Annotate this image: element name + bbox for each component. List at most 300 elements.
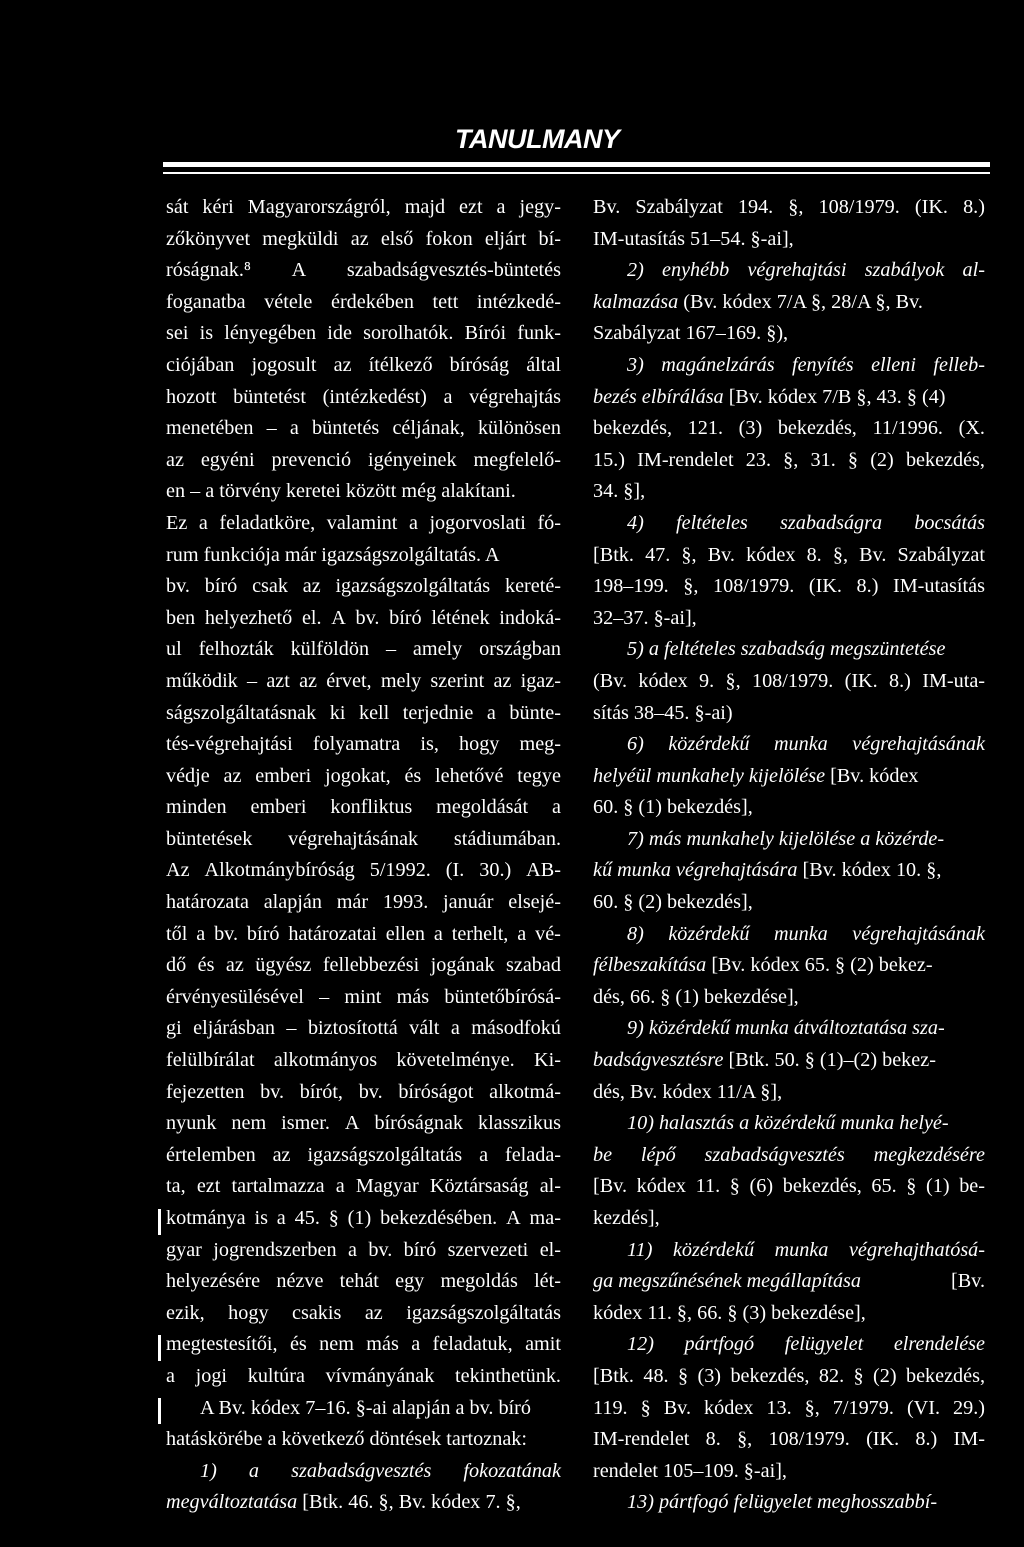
margin-change-bar: [158, 1335, 161, 1361]
list-item-title: 5) a feltételes szabadság megszüntetése: [627, 638, 946, 661]
word: (6): [749, 1175, 774, 1198]
word: pártfogó: [684, 1333, 755, 1356]
word: §: [847, 448, 859, 471]
text-line: [166, 1140, 561, 1172]
text-line: kezdés],: [593, 1207, 660, 1229]
word: kéri: [202, 196, 234, 218]
word: ma-: [529, 1207, 561, 1229]
word: a: [496, 196, 506, 218]
word: §: [729, 1175, 740, 1198]
word: másodfokú: [471, 1017, 561, 1040]
text-line: [166, 761, 561, 793]
word: dő: [166, 954, 187, 977]
word: az: [493, 669, 512, 692]
word: 108/1979.: [713, 575, 795, 598]
text-line: 60. § (2) bekezdés],: [593, 891, 753, 914]
text-line: ga megszűnésének megállapítása [Bv.: [593, 1266, 985, 1298]
text-line: [166, 855, 561, 887]
text-line: dés, 66. § (1) bekezdése],: [593, 985, 799, 1008]
word: §,: [725, 669, 741, 692]
text-line: 34. §],: [593, 480, 646, 503]
word: vált: [409, 1017, 440, 1040]
word: Ki-: [534, 1049, 561, 1072]
word: zőkönyvet: [166, 227, 251, 250]
word: IM-rendelet: [637, 448, 734, 471]
word: 1993.: [382, 891, 429, 914]
text-line: [593, 1171, 985, 1203]
text-line: [593, 1329, 985, 1361]
word: a: [433, 922, 443, 945]
text-line: megváltoztatása [Btk. 46. §, Bv. kódex 7. §,: [166, 1491, 521, 1514]
word: szervezeti: [447, 1238, 529, 1261]
word: lényegében: [224, 322, 317, 345]
word: §,: [737, 1428, 753, 1451]
list-item-title: félbeszakítása: [593, 954, 707, 977]
word: sorolhatók.: [363, 322, 454, 345]
word: végrehajtás: [469, 385, 561, 408]
text-line: [166, 634, 561, 666]
text-line: [593, 192, 985, 224]
word: emberi: [250, 796, 307, 819]
word: által: [526, 353, 561, 376]
list-item-title: 10) halasztás a közérdekű munka helyé-: [627, 1112, 949, 1135]
word: 9.: [699, 669, 715, 692]
word: is: [254, 1207, 268, 1229]
word: jogi: [195, 1364, 228, 1387]
text-line: [166, 919, 561, 951]
word: 121.: [687, 417, 723, 440]
text-line: [166, 1108, 561, 1140]
word: bíró: [389, 606, 422, 629]
text-line: dés, Bv. kódex 11/A §],: [593, 1080, 783, 1103]
word: foganatba: [166, 290, 246, 313]
word: Magyarországról,: [247, 196, 391, 218]
word: fokozatának: [463, 1459, 561, 1482]
word: helyezésére: [166, 1270, 261, 1293]
word: végrehajthatósá-: [848, 1238, 985, 1261]
word: ügyész: [255, 954, 312, 977]
right-column: [593, 192, 985, 1519]
list-item-title: 13) pártfogó felügyelet meghosszabbí-: [627, 1491, 938, 1514]
word: a: [450, 1017, 460, 1040]
word: (X.: [958, 417, 985, 440]
word: munka: [774, 1238, 829, 1261]
word: (intézkedést): [322, 385, 427, 408]
word: védje: [166, 764, 210, 787]
word: kódex: [638, 669, 688, 692]
word: igazságszolgáltatás: [406, 1301, 561, 1324]
word: §,: [832, 543, 848, 566]
word: bekezdés,: [782, 1175, 862, 1198]
word: a: [196, 922, 206, 945]
text-line: [166, 1329, 561, 1361]
word: igaz-: [520, 669, 561, 692]
word: amit: [525, 1333, 561, 1356]
word: Bv.: [707, 543, 735, 566]
word: –: [319, 985, 330, 1008]
text-line: [166, 1045, 561, 1077]
word: (3): [738, 417, 763, 440]
word: 8.: [806, 543, 822, 566]
word: től: [166, 922, 188, 945]
word: (I.: [445, 859, 465, 882]
text-line: [166, 1013, 561, 1045]
word: nem: [319, 1333, 354, 1356]
text-line: [166, 413, 561, 445]
word: érvényesülésével: [166, 985, 304, 1008]
word: kell: [358, 701, 390, 724]
text-line: [593, 350, 985, 382]
word: Szabályzat: [897, 543, 985, 566]
word: ta,: [166, 1175, 186, 1198]
word: sát: [166, 196, 189, 218]
text-line: [166, 1361, 561, 1393]
word: a: [408, 511, 418, 534]
text-line: rum funkciója már igazságszolgáltatás. A: [166, 543, 500, 566]
word: §: [853, 1364, 864, 1387]
word: mely: [380, 669, 422, 692]
word: szabadságvesztés: [291, 1459, 432, 1482]
text-line: [166, 950, 561, 982]
word: bekezdés,: [593, 417, 673, 440]
word: létének: [431, 606, 490, 629]
word: el-: [539, 1238, 561, 1261]
word: munka: [773, 733, 828, 756]
word: bünte-: [509, 701, 561, 724]
word: 119.: [593, 1396, 628, 1419]
word: bíróság: [449, 353, 510, 376]
word: bekezdés,: [730, 1364, 810, 1387]
word: bekezdés,: [905, 448, 985, 471]
word: kódex: [704, 1396, 754, 1419]
word: 13.: [766, 1396, 792, 1419]
word: helyezhető: [204, 606, 293, 629]
word: valamint: [326, 511, 398, 534]
word: a: [411, 1333, 421, 1356]
word: a: [486, 701, 496, 724]
word: nyunk: [166, 1112, 217, 1135]
margin-change-bar: [158, 1398, 161, 1424]
word: elrendelése: [893, 1333, 985, 1356]
word: bv.: [355, 606, 380, 629]
word: terjednie: [402, 701, 474, 724]
word: [Btk.: [593, 1364, 634, 1387]
text-line: [593, 666, 985, 698]
word: bíróságot: [398, 1080, 474, 1103]
word: fellebbezési: [322, 954, 420, 977]
word: szerint: [430, 669, 485, 692]
word: al-: [962, 259, 985, 282]
word: §: [677, 1364, 689, 1387]
word: eljárásban: [193, 1017, 275, 1040]
word: az: [223, 764, 242, 787]
text-line: [593, 1393, 985, 1425]
word: 4): [627, 511, 644, 534]
word: 8): [627, 922, 644, 945]
word: végrehajtásának: [852, 733, 985, 756]
word: más: [396, 985, 430, 1008]
word: alkotmá-: [489, 1080, 561, 1103]
word: biztosítottá: [307, 1017, 398, 1040]
word: büntetések: [166, 827, 253, 850]
word: jegy-: [519, 196, 561, 218]
word: [Bv.: [593, 1175, 628, 1198]
word: ul: [166, 638, 182, 661]
word: igényeinek: [368, 448, 457, 471]
word: jogának: [430, 954, 495, 977]
text-line: [166, 1203, 561, 1235]
text-line: [593, 255, 985, 287]
word: működik: [166, 669, 238, 692]
word: lehetővé: [435, 764, 504, 787]
word: 65.: [871, 1175, 897, 1198]
word: hozott: [166, 385, 217, 408]
word: lét-: [534, 1270, 561, 1293]
text-line: bezés elbírálása [Bv. kódex 7/B §, 43. § (4): [593, 385, 946, 408]
word: a: [479, 1143, 489, 1166]
word: magánelzárás: [661, 353, 775, 376]
word: céljának,: [392, 417, 465, 440]
word: 30.): [479, 859, 512, 882]
word: 31.: [810, 448, 836, 471]
text-line: [166, 255, 561, 287]
word: tartalmazza: [231, 1175, 325, 1198]
word: Alkotmánybíróság: [204, 859, 355, 882]
word: ezt: [459, 196, 483, 218]
word: 198–199.: [593, 575, 669, 598]
text-line: [593, 1361, 985, 1393]
word: 12): [627, 1333, 654, 1356]
word: 194.: [737, 196, 774, 218]
word: 8.): [915, 1428, 938, 1451]
word: vívmányának: [325, 1364, 435, 1387]
word: bv.: [166, 575, 190, 598]
word: prevenció: [271, 448, 352, 471]
text-line: 60. § (1) bekezdés],: [593, 796, 753, 819]
word: IM-utasítás: [893, 575, 985, 598]
word: bocsátás: [914, 511, 985, 534]
text-line: IM-utasítás 51–54. §-ai],: [593, 227, 794, 250]
word: érvet,: [326, 669, 372, 692]
text-line: kalmazása (Bv. kódex 7/A §, 28/A §, Bv.: [593, 290, 923, 313]
text-line: en – a törvény keretei között még alakítani.: [166, 480, 516, 503]
word: (2): [873, 1364, 897, 1387]
word: §: [906, 1175, 917, 1198]
word: is: [199, 322, 214, 345]
text-line: [166, 318, 561, 350]
list-item-title: ga megszűnésének megállapítása: [593, 1270, 861, 1293]
word: A: [331, 606, 346, 629]
word: munka: [773, 922, 828, 945]
word: Ez: [166, 511, 188, 534]
word: 82.: [818, 1364, 845, 1387]
word: gi: [166, 1017, 182, 1040]
word: már: [336, 891, 369, 914]
word: bekezdés,: [777, 417, 857, 440]
word: követelménye.: [396, 1049, 515, 1072]
word: bv.: [214, 922, 238, 945]
word: 6): [627, 733, 644, 756]
word: 8.): [889, 669, 911, 692]
word: (Bv.: [593, 669, 628, 692]
text-line: badságvesztésre [Btk. 50. § (1)–(2) bekez-: [593, 1049, 936, 1072]
word: majd: [404, 196, 446, 218]
text-line: helyéül munkahely kijelölése [Bv. kódex: [593, 764, 919, 787]
word: vétele: [264, 290, 313, 313]
text-line: [166, 508, 561, 540]
word: kódex: [746, 543, 796, 566]
word: is,: [420, 733, 439, 756]
word: bíró: [204, 575, 238, 598]
word: be: [593, 1143, 613, 1166]
word: egy: [395, 1270, 425, 1293]
word: ítélkező: [368, 353, 433, 376]
word: funk-: [517, 322, 561, 345]
word: A: [344, 1112, 360, 1135]
word: 15.): [593, 448, 625, 471]
text-line: [593, 508, 985, 540]
word: intézkedé-: [476, 290, 561, 313]
word: enyhébb: [662, 259, 730, 282]
word: kódex: [636, 1175, 687, 1198]
word: a: [276, 1207, 286, 1229]
word: országban: [479, 638, 561, 661]
word: jogosult: [251, 353, 317, 376]
word: emberi: [255, 764, 312, 787]
word: 29.): [953, 1396, 985, 1419]
text-line: [166, 571, 561, 603]
word: 48.: [643, 1364, 669, 1387]
text-line: [593, 445, 985, 477]
list-item-title: 9) közérdekű munka átváltoztatása sza-: [627, 1017, 945, 1040]
text-line: [166, 792, 561, 824]
word: §,: [681, 543, 697, 566]
word: minden: [166, 796, 227, 819]
word: IM-uta-: [922, 669, 985, 692]
list-item-title: megváltoztatása: [166, 1491, 298, 1514]
word: az: [166, 448, 184, 471]
text-line: félbeszakítása [Bv. kódex 65. § (2) bekez-: [593, 954, 933, 977]
word: 11.: [695, 1175, 721, 1198]
text-line: [166, 382, 561, 414]
word: határozatai: [288, 922, 377, 945]
text-line: [166, 445, 561, 477]
word: stádiumában.: [453, 827, 561, 850]
word: fenyítés: [791, 353, 854, 376]
word: konfliktus: [330, 796, 413, 819]
word: csakis: [292, 1301, 342, 1324]
word: azt: [266, 669, 290, 692]
word: Szabályzat: [635, 196, 723, 218]
text-line: [166, 1077, 561, 1109]
word: eljárt: [484, 227, 527, 250]
word: alapján: [263, 891, 322, 914]
word: –: [286, 1017, 297, 1040]
header-rule-thin: [163, 172, 990, 174]
word: tegye: [517, 764, 561, 787]
word: igazságszolgáltatás: [335, 575, 491, 598]
word: az: [299, 669, 317, 692]
word: büntetőbírósá-: [444, 985, 561, 1008]
word: az: [350, 227, 369, 250]
word: (IK.: [866, 1428, 900, 1451]
text-line: [593, 413, 985, 445]
word: a: [248, 1459, 260, 1482]
word: –: [266, 417, 277, 440]
word: az: [272, 1143, 291, 1166]
word: 2): [627, 259, 644, 282]
text-line: [166, 824, 561, 856]
word: felülbírálat: [166, 1049, 255, 1072]
word: kotmánya: [166, 1207, 246, 1229]
word: a: [335, 1175, 345, 1198]
list-item-title: kalmazása: [593, 290, 679, 313]
word: ide: [327, 322, 352, 345]
word: §,: [788, 196, 804, 218]
text-line: kű munka végrehajtására [Bv. kódex 10. §,: [593, 859, 942, 882]
word: róságnak.⁸: [166, 259, 251, 282]
word: a: [517, 922, 527, 945]
text-line: hatáskörébe a következő döntések tartoznak:: [166, 1428, 527, 1451]
word: bekezdésében.: [380, 1207, 498, 1229]
word: –: [247, 669, 258, 692]
word: mint: [344, 985, 382, 1008]
word: büntetést: [233, 385, 306, 408]
list-item-title: 7) más munkahely kijelölése a közérde-: [627, 827, 945, 850]
word: a: [347, 1238, 357, 1261]
word: ciójában: [166, 353, 235, 376]
list-item-title: kű munka végrehajtására: [593, 859, 798, 882]
word: be-: [959, 1175, 985, 1198]
word: szabályok: [864, 259, 945, 282]
word: az: [225, 954, 244, 977]
text-line: [166, 1266, 561, 1298]
word: Bv.: [859, 543, 887, 566]
word: meg-: [519, 733, 561, 756]
margin-change-bar: [158, 1209, 161, 1235]
text-line: [593, 1235, 985, 1267]
word: az: [302, 575, 321, 598]
text-line: [593, 1108, 985, 1140]
word: tés-végrehajtási: [166, 733, 293, 756]
word: megkezdésére: [873, 1143, 985, 1166]
word: nézve: [276, 1270, 324, 1293]
word: külföldön: [290, 638, 370, 661]
word: 11): [627, 1238, 653, 1261]
list-item-title: helyéül munkahely kijelölése: [593, 764, 826, 787]
word: 45.: [294, 1207, 320, 1229]
section-title: TANULMANY: [455, 124, 620, 154]
text-line: [166, 1171, 561, 1203]
text-line: [166, 698, 561, 730]
text-line: rendelet 105–109. §-ai],: [593, 1459, 787, 1482]
word: értelemben: [166, 1143, 256, 1166]
text-line: [593, 1424, 985, 1456]
word: szabadságra: [780, 511, 883, 534]
word: bíróságnak: [374, 1112, 464, 1135]
word: (2): [870, 448, 894, 471]
word: Bv.: [663, 1396, 692, 1419]
word: jogrendszerben: [213, 1238, 337, 1261]
text-line: [166, 192, 561, 224]
word: 47.: [645, 543, 671, 566]
word: felhozták: [198, 638, 274, 661]
word: 8.: [705, 1428, 721, 1451]
word: 1): [200, 1459, 217, 1482]
word: az: [333, 353, 352, 376]
word: A: [506, 1207, 521, 1229]
word: január: [443, 891, 494, 914]
